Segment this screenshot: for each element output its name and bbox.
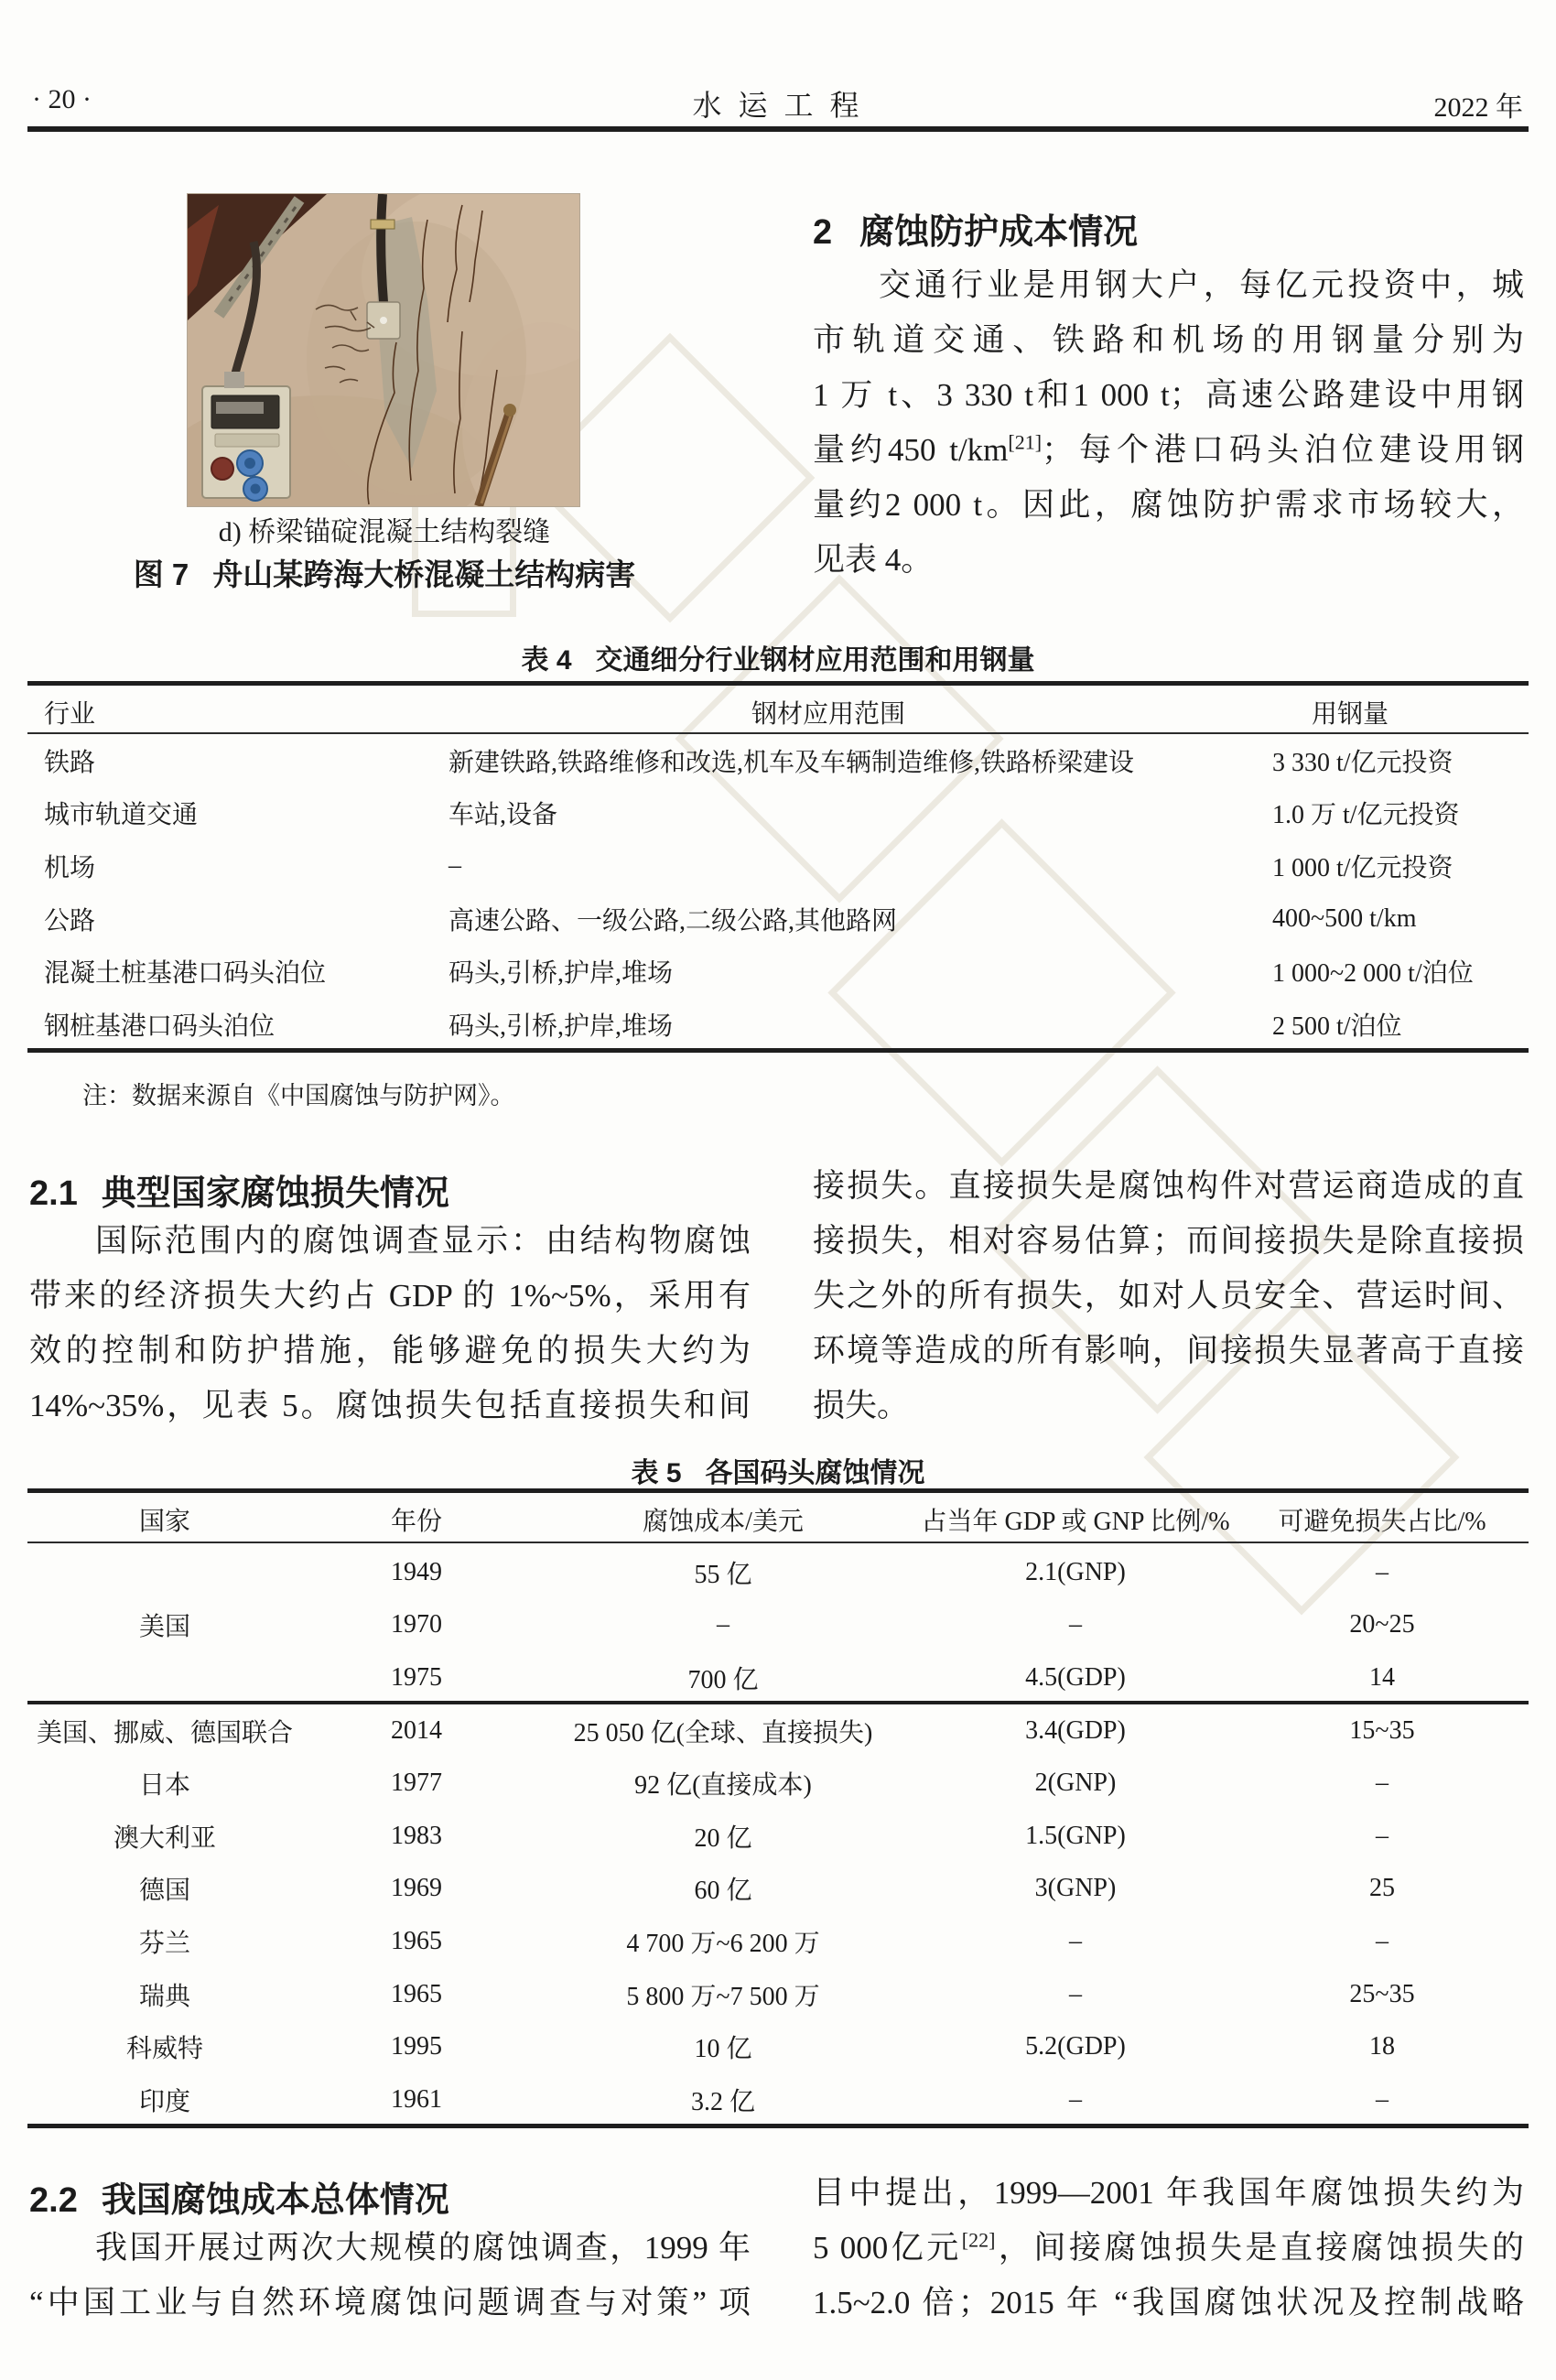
text-line: 带来的经济损失大约占 GDP 的 1%~5%，采用有 [29,1278,751,1314]
table4-top-rule [27,681,1529,686]
table-row: 印度 1961 3.2 亿 – – [138,2084,1389,2116]
section-2-2-title: 我国腐蚀成本总体情况 [101,2181,449,2220]
section-2-1-title: 典型国家腐蚀损失情况 [101,1174,449,1213]
text-line: 失之外的所有损失，如对人员安全、营运时间、 [813,1278,1524,1314]
table-row: 科威特 1995 10 亿 5.2(GDP) 18 [125,2032,1395,2064]
section-2-number: 2 [813,213,833,252]
reference-21: [21] [1008,430,1043,454]
table-row: 机场 – 1 000 t/亿元投资 [44,850,1453,882]
table4-header-row [27,688,1529,730]
text-line: 交通行业是用钢大户，每亿元投资中，城 [879,267,1524,303]
table-row: 芬兰 1965 4 700 万~6 200 万 – – [138,1926,1389,1958]
figure-title: 舟山某跨海大桥混凝土结构病害 [212,557,636,591]
text-line: 14%~35%，见表 5。腐蚀损失包括直接损失和间 [29,1388,751,1423]
table4-title: 表 4 交通细分行业钢材应用范围和用钢量 [521,645,1035,676]
table4-col-industry: 行业 [44,700,96,729]
table-row: 公路 高速公路、一级公路,二级公路,其他路网 400~500 t/km [44,903,1417,936]
section-2-2-left-column [29,2221,751,2331]
section-2-paragraph [813,258,1524,588]
text-line: 见表 4。 [813,542,934,578]
page-number: · 20 · [32,84,92,114]
table5-col-country: 国家 [138,1508,190,1536]
table5-header-rule [27,1542,1529,1543]
table-row: 德国 1969 60 亿 3(GNP) 25 [138,1874,1395,1906]
table-row: 钢桩基港口码头泊位 码头,引桥,护岸,堆场 2 500 t/泊位 [44,1012,1402,1041]
text-line: “中国工业与自然环境腐蚀问题调查与对策” 项 [29,2285,751,2320]
table-row: 美国、挪威、德国联合 2014 25 050 亿(全球、直接损失) 3.4(GDP) 15~35 [36,1715,1415,1747]
table5-bottom-rule [27,2124,1529,2128]
table5-group-rule [27,1701,1529,1704]
text-line: 1.5~2.0 倍；2015 年 “我国腐蚀状况及控制战略 [813,2285,1524,2320]
table-row: 美国 1970 – – 20~25 [138,1610,1415,1642]
section-2-title: 腐蚀防护成本情况 [859,213,1139,252]
section-2-2-right-column [813,2166,1524,2331]
table-row: 日本 1977 92 亿(直接成本) 2(GNP) – [138,1769,1389,1801]
table4-col-amount: 用钢量 [1311,700,1389,729]
table-row: 铁路 新建铁路,铁路维修和改选,机车及车辆制造维修,铁路桥梁建设 3 330 t/亿元投资 [44,748,1453,777]
table-row: 1975 700 亿 4.5(GDP) 14 [391,1662,1395,1694]
section-2-1-right-column [813,1159,1524,1433]
table5-top-rule [27,1488,1529,1493]
section-2-heading [813,203,1138,254]
figure-sub-caption: d) 桥梁锚碇混凝土结构裂缝 [218,517,551,547]
table4-label: 表 4 [521,645,572,676]
table-row: 1949 55 亿 2.1(GNP) – [391,1557,1389,1589]
text-line: 我国开展过两次大规模的腐蚀调查，1999 年 [95,2230,751,2266]
text-line: 效的控制和防护措施，能够避免的损失大约为 [29,1333,751,1368]
table5-col-cost: 腐蚀成本/美元 [643,1508,804,1536]
text-line: 接损失，相对容易估算；而间接损失是除直接损 [813,1223,1524,1259]
figure-photo [188,194,579,506]
text-line: 接损失。直接损失是腐蚀构件对营运商造成的直 [813,1168,1524,1204]
table4-body [27,734,1529,1051]
section-2-1-number: 2.1 [29,1174,78,1213]
text-line: 市轨道交通、铁路和机场的用钢量分别为 [813,322,1524,358]
table5-col-gdp: 占当年 GDP 或 GNP 比例/% [921,1508,1230,1536]
text-line: 损失。 [813,1388,910,1423]
table5-col-year: 年份 [390,1508,442,1536]
table4-bottom-rule [27,1048,1529,1053]
table-row: 瑞典 1965 5 800 万~7 500 万 – 25~35 [138,1979,1415,2011]
table-row: 澳大利亚 1983 20 亿 1.5(GNP) – [113,1821,1389,1853]
issue-year: 2022 年 [1433,92,1523,123]
section-2-2-number: 2.2 [29,2181,78,2220]
table4-col-scope: 钢材应用范围 [751,700,905,729]
text-line: 量约450 t/km[21]；每个港口码头泊位建设用钢 [813,430,1524,468]
section-2-1-left-column [29,1214,751,1433]
figure-label: 图 7 [133,557,189,591]
journal-title: 水 运 工 程 [692,89,864,122]
table5-title: 表 5 各国码头腐蚀情况 [631,1458,925,1488]
figure-caption [82,551,686,594]
text-line: 5 000亿元[22]，间接腐蚀损失是直接腐蚀损失的 [813,2228,1524,2266]
bridge-anchorage-photo [188,194,579,506]
section-2-1-heading [29,1164,449,1215]
table5-body [27,1546,1529,2126]
table4-note: 注：数据来源自《中国腐蚀与防护网》。 [82,1082,515,1109]
table-row: 混凝土桩基港口码头泊位 码头,引桥,护岸,堆场 1 000~2 000 t/泊位 [44,959,1474,989]
table-row: 城市轨道交通 车站,设备 1.0 万 t/亿元投资 [44,801,1460,830]
text-line: 目中提出，1999—2001 年我国年腐蚀损失约为 [813,2175,1524,2211]
table5-header-row [27,1501,1529,1538]
text-line: 1 万 t、3 330 t和1 000 t；高速公路建设中用钢 [813,377,1524,413]
table5-col-avoidable: 可避免损失占比/% [1278,1508,1486,1536]
text-line: 环境等造成的所有影响，间接损失显著高于直接 [813,1333,1524,1368]
reference-22: [22] [961,2228,996,2252]
section-2-2-heading [29,2171,449,2222]
header-rule [27,126,1529,132]
text-line: 量约2 000 t。因此，腐蚀防护需求市场较大， [813,487,1524,523]
table5-label: 表 5 [631,1458,682,1488]
text-line: 国际范围内的腐蚀调查显示：由结构物腐蚀 [95,1223,751,1259]
